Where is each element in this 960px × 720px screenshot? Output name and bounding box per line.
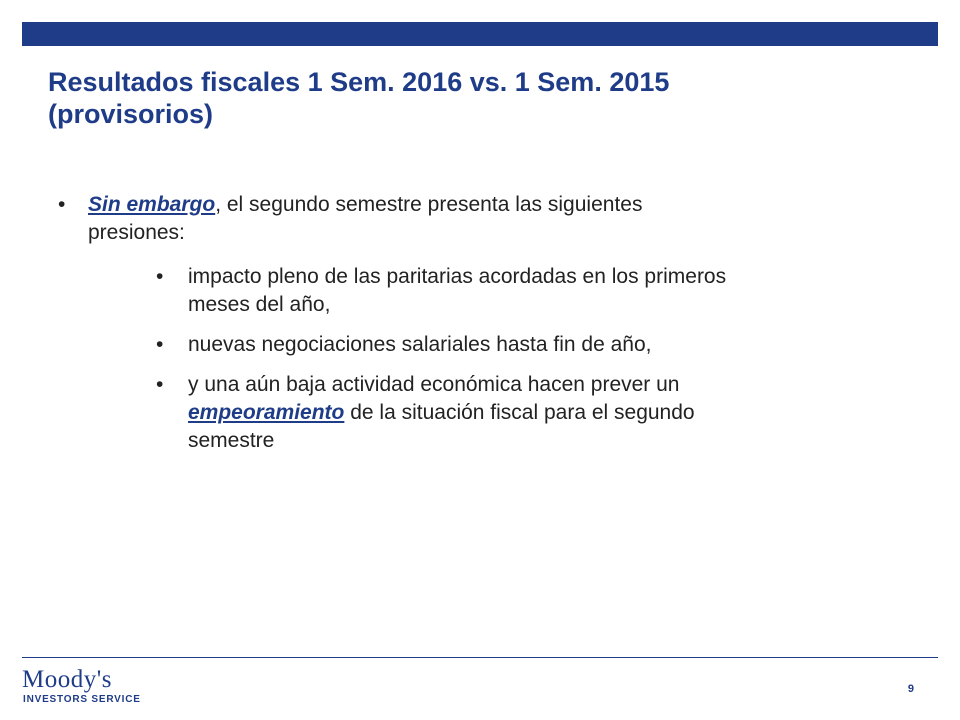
sub-bullet-3-line-1: y una aún baja actividad económica hacen prever un bbox=[188, 373, 680, 396]
bullet-main-text-line-1: , el segundo semestre presenta las siguientes bbox=[215, 193, 643, 216]
page-number: 9 bbox=[907, 683, 914, 695]
slide-title-line-2: (provisorios) bbox=[48, 99, 214, 129]
top-header-bar bbox=[22, 22, 938, 46]
sub-bullet-1-line-2: meses del año, bbox=[188, 293, 331, 316]
emphasis-sin-embargo: Sin embargo bbox=[88, 193, 216, 216]
moodys-logo bbox=[22, 665, 172, 707]
sub-bullet-3-line-2: de la situación fiscal para el segundo bbox=[344, 401, 695, 424]
bullet-main-text-line-2: presiones: bbox=[88, 221, 185, 244]
bullet-dot-icon: • bbox=[58, 193, 66, 216]
slide-title-line-1: Resultados fiscales 1 Sem. 2016 vs. 1 Sem. 2015 bbox=[48, 67, 670, 97]
footer-divider bbox=[22, 657, 938, 658]
sub-bullet-actividad bbox=[58, 371, 918, 455]
sub-bullet-negociaciones bbox=[58, 331, 918, 359]
bullet-dot-icon: • bbox=[156, 265, 164, 288]
sub-bullet-1-line-1: impacto pleno de las paritarias acordadas en los primeros bbox=[188, 265, 727, 288]
slide-body bbox=[58, 191, 918, 455]
sub-bullet-paritarias bbox=[58, 263, 918, 319]
emphasis-empeoramiento: empeoramiento bbox=[188, 401, 345, 424]
bullet-dot-icon: • bbox=[156, 333, 164, 356]
sub-bullet-2-line-1: nuevas negociaciones salariales hasta fin de año, bbox=[188, 333, 652, 356]
bullet-dot-icon: • bbox=[156, 373, 164, 396]
sub-bullet-3-line-3: semestre bbox=[188, 429, 275, 452]
logo-tagline: INVESTORS SERVICE bbox=[23, 694, 141, 705]
slide-title bbox=[48, 66, 908, 130]
logo-wordmark: Moody's bbox=[22, 666, 112, 693]
bullet-main bbox=[58, 191, 918, 247]
